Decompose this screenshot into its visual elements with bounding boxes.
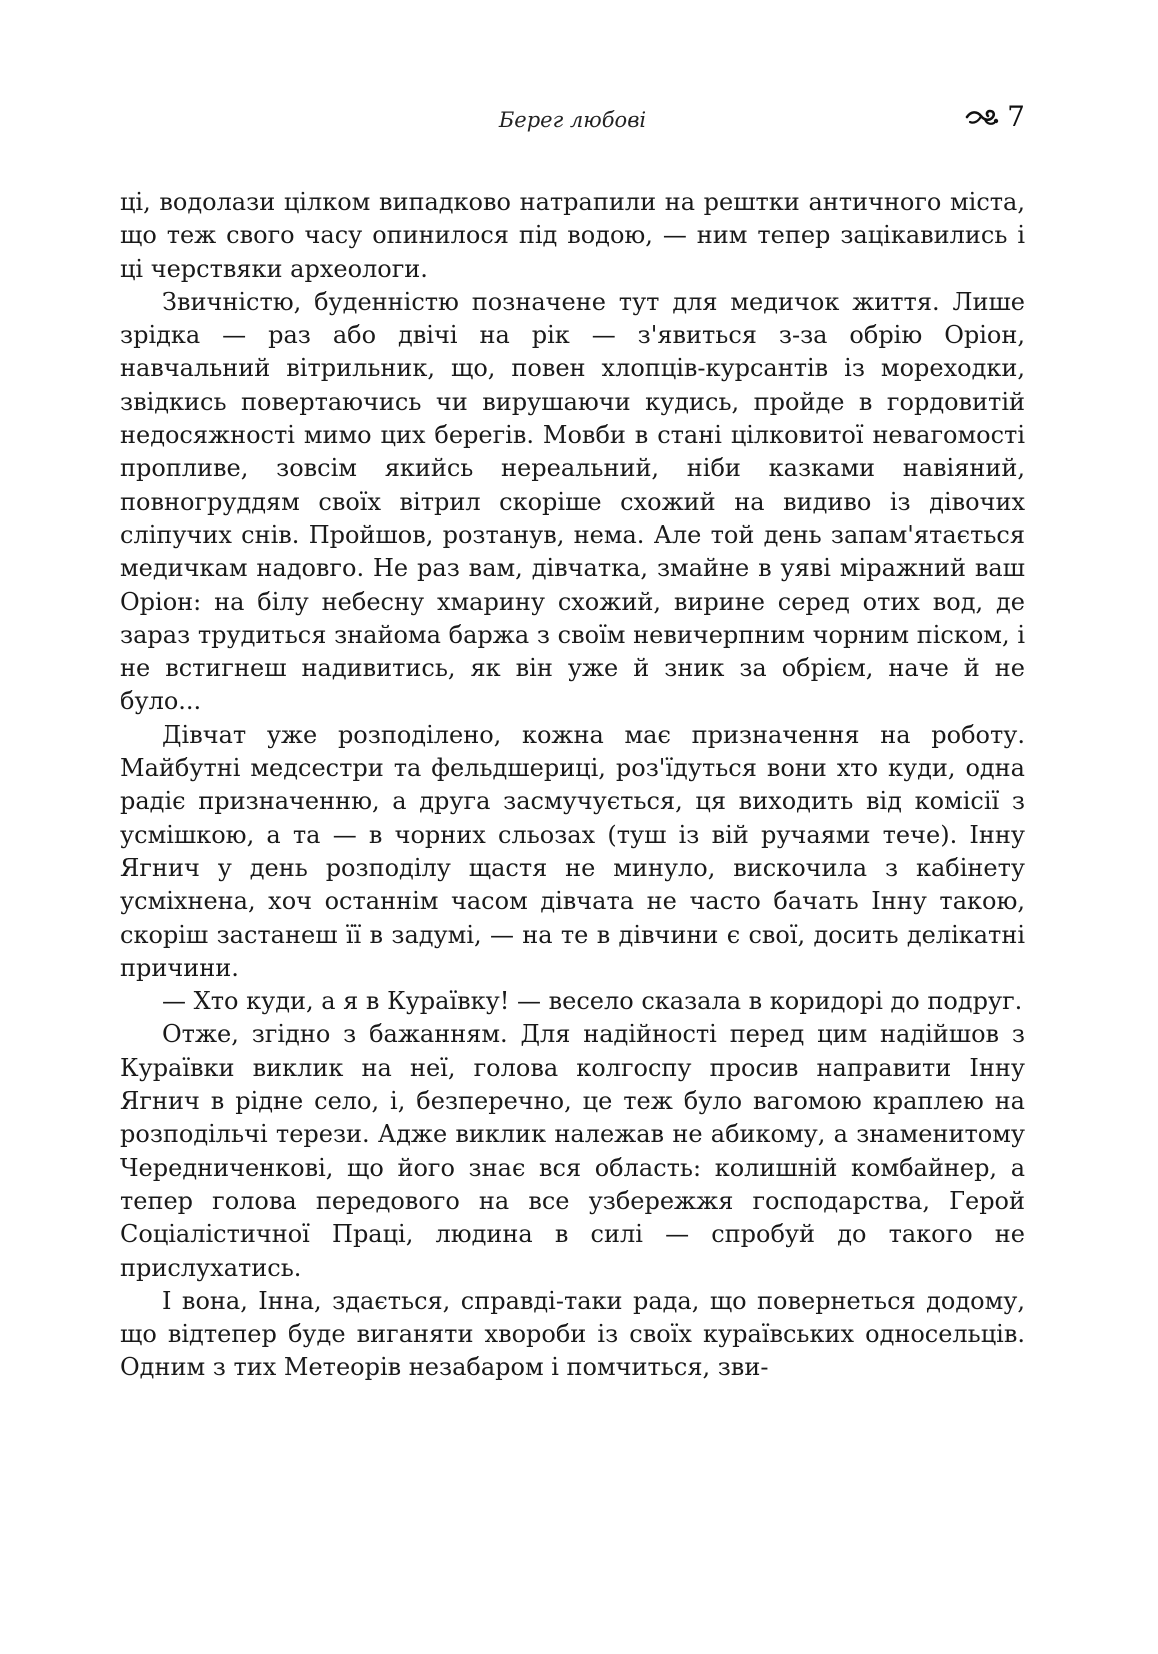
paragraph: ці, водолази цілком випадково натрапили на рештки античного міста, що теж свого часу опинилося під водою, — ним тепер зацікавились і ці черствяки археологи.	[120, 188, 1025, 283]
dialogue-paragraph: — Хто куди, а я в Кураївку! — весело сказала в коридорі до подруг.	[162, 987, 1023, 1016]
paragraph: Дівчат уже розподілено, кожна має призначення на роботу. Майбутні медсестри та фельдшериці, роз'їдуться вони хто куди, одна радіє призначенню, а друга засмучується, ця виходить від комісії з усмішкою, а та — в чорних сльозах (туш із вій ручаями тече). Інну Ягнич у день розподілу щастя не минуло, вискочила з кабінету усміхнена, хоч останнім часом дівчата не часто бачать Інну такою, скоріш застанеш її в задумі, — на те в дівчини є свої, досить делікатні причини.	[120, 720, 1025, 982]
page-number: 7	[1007, 100, 1025, 133]
body-text	[120, 186, 1025, 1385]
running-title: Берег любові	[498, 108, 647, 132]
fleuron-icon	[965, 105, 999, 129]
paragraph: Отже, згідно з бажанням. Для надійності перед цим надійшов з Кураївки виклик на неї, голова колгоспу просив направити Інну Ягнич в рідне село, і, безперечно, це теж було вагомою краплею на розподільчі терези. Адже виклик належав не абикому, а знаменитому Чередниченкові, що його знає вся область: колишній комбайнер, а тепер голова передового на все узбережжя господарства, Герой Соціалістичної Праці, людина в силі — спробуй до такого не прислухатись.	[120, 1020, 1025, 1282]
page-number-block	[965, 100, 1025, 133]
running-header	[120, 100, 1025, 144]
paragraph: І вона, Інна, здається, справді-таки рада, що повернеться додому, що відтепер буде виганяти хвороби із своїх кураївських односельців. Одним з тих Метеорів незабаром і помчиться, зви-	[120, 1286, 1025, 1382]
paragraph: Звичністю, буденністю позначене тут для медичок життя. Лише зрідка — раз або двічі на рік — з'явиться з-за обрію Оріон, навчальний вітрильник, що, повен хлопців-курсантів із мореходки, звідкись повертаючись чи вирушаючи кудись, пройде в гордовитій недосяжності мимо цих берегів. Мовби в стані цілковитої невагомості пропливе, зовсім якийсь нереальний, ніби казками навіяний, повногруддям своїх вітрил скоріше схожий на видиво із дівочих сліпучих снів. Пройшов, розтанув, нема. Але той день запам'ятається медичкам надовго. Не раз вам, дівчатка, змайне в уяві міражний ваш Оріон: на білу небесну хмарину схожий, вирине серед отих вод, де зараз трудиться знайома баржа з своїм невичерпним чорним піском, і не встигнеш надивитись, як він уже й зник за обрієм, наче й не було...	[120, 287, 1025, 716]
